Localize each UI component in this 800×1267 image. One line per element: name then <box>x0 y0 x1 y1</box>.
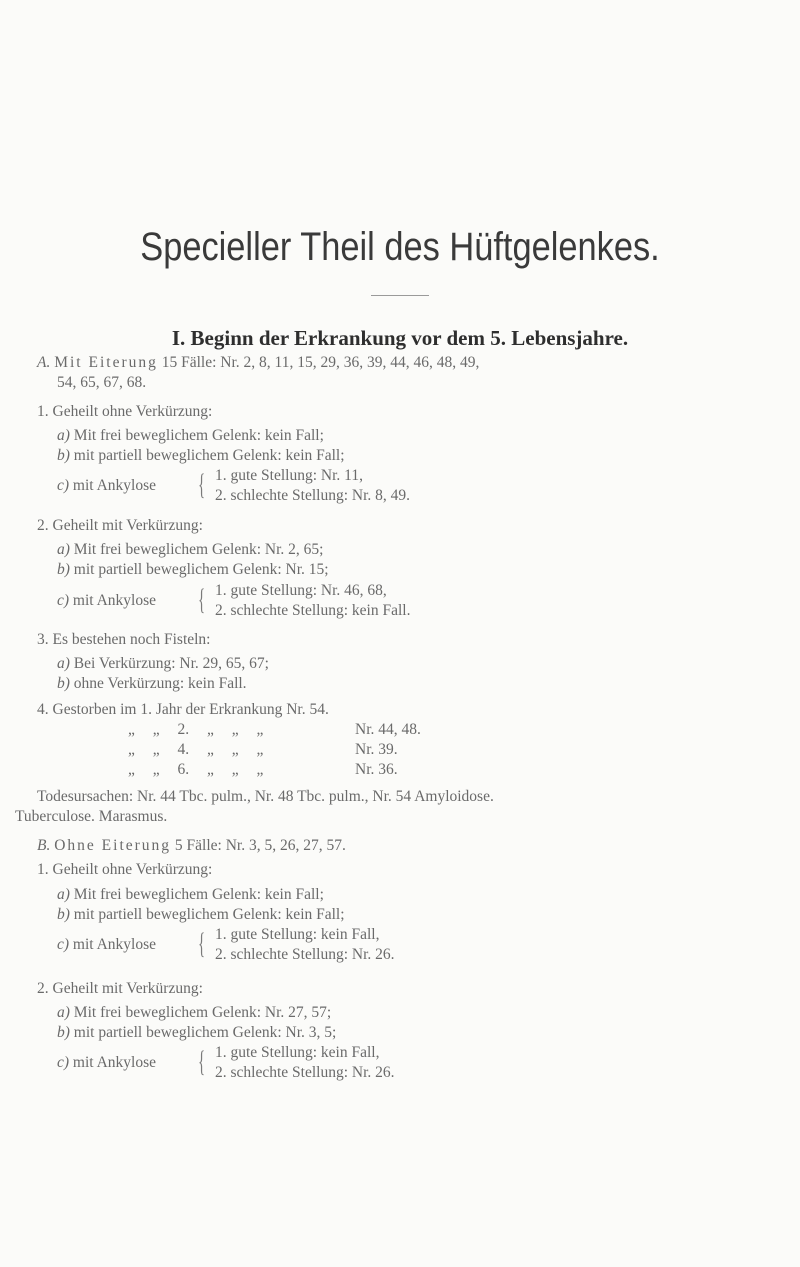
b-group2-c1: 1. gute Stellung: kein Fall, <box>215 1044 380 1061</box>
a-group2-c2: 2. schlechte Stellung: kein Fall. <box>215 602 411 619</box>
b-group2-c2: 2. schlechte Stellung: Nr. 26. <box>215 1064 395 1081</box>
a-group1-brace: { <box>198 470 206 502</box>
a-group3-item-a: a) Bei Verkürzung: Nr. 29, 65, 67; <box>57 655 269 672</box>
a-group4-nr-4: Nr. 39. <box>355 741 398 758</box>
a-group4-ditto-4: „ „ 4. „ „ „ <box>128 741 264 758</box>
a-group1-title: 1. Geheilt ohne Verkürzung: <box>37 403 213 420</box>
b-group2-brace: { <box>198 1047 206 1079</box>
a-group3-item-b: b) ohne Verkürzung: kein Fall. <box>57 675 247 692</box>
a-group2-c1: 1. gute Stellung: Nr. 46, 68, <box>215 582 387 599</box>
b-group1-item-a: a) Mit frei beweglichem Gelenk: kein Fall; <box>57 886 324 903</box>
section-b-intro <box>37 836 346 856</box>
a-death-causes-cont: Tuberculose. Marasmus. <box>15 808 168 825</box>
a-group1-item-a: a) Mit frei beweglichem Gelenk: kein Fall; <box>57 427 324 444</box>
b-group1-item-c: c) mit Ankylose <box>57 936 157 953</box>
chapter-heading: I. Beginn der Erkrankung vor dem 5. Lebensjahre. <box>171 326 629 350</box>
b-group2-item-b: b) mit partiell beweglichem Gelenk: Nr. 3, 5; <box>57 1024 337 1041</box>
section-a-letter: A. <box>37 354 51 371</box>
a-death-causes: Todesursachen: Nr. 44 Tbc. pulm., Nr. 48 Tbc. pulm., Nr. 54 Amyloidose. <box>37 788 494 805</box>
a-group2-title: 2. Geheilt mit Verkürzung: <box>37 517 203 534</box>
title-divider <box>371 295 429 296</box>
a-group4-ditto-2: „ „ 2. „ „ „ <box>128 721 264 738</box>
b-group2-title: 2. Geheilt mit Verkürzung: <box>37 980 203 997</box>
a-group2-item-b: b) mit partiell beweglichem Gelenk: Nr. 15; <box>57 561 329 578</box>
section-b-case-list: 5 Fälle: Nr. 3, 5, 26, 27, 57. <box>174 837 346 854</box>
b-group2-item-c: c) mit Ankylose <box>57 1054 157 1071</box>
a-group4-nr-6: Nr. 36. <box>355 761 398 778</box>
page-title: Specieller Theil des Hüftgelenkes. <box>140 225 660 269</box>
section-a-case-list: 15 Fälle: Nr. 2, 8, 11, 15, 29, 36, 39, 44, 46, 48, 49, <box>161 354 480 371</box>
b-group2-item-a: a) Mit frei beweglichem Gelenk: Nr. 27, 57; <box>57 1004 332 1021</box>
section-b-letter: B. <box>37 837 51 854</box>
b-group1-item-b: b) mit partiell beweglichem Gelenk: kein Fall; <box>57 906 345 923</box>
a-group4-title: 4. Gestorben im 1. Jahr der Erkrankung Nr. 54. <box>37 701 329 718</box>
section-a-intro <box>37 353 479 373</box>
b-group1-brace: { <box>198 929 206 961</box>
a-group2-item-c: c) mit Ankylose <box>57 592 157 609</box>
a-group4-nr-2: Nr. 44, 48. <box>355 721 421 738</box>
b-group1-title: 1. Geheilt ohne Verkürzung: <box>37 861 213 878</box>
b-group1-c1: 1. gute Stellung: kein Fall, <box>215 926 380 943</box>
section-a-case-list-cont: 54, 65, 67, 68. <box>57 374 147 391</box>
a-group1-c2: 2. schlechte Stellung: Nr. 8, 49. <box>215 487 411 504</box>
b-group1-c2: 2. schlechte Stellung: Nr. 26. <box>215 946 395 963</box>
a-group2-item-a: a) Mit frei beweglichem Gelenk: Nr. 2, 65; <box>57 541 324 558</box>
a-group1-item-b: b) mit partiell beweglichem Gelenk: kein Fall; <box>57 447 345 464</box>
a-group1-c1: 1. gute Stellung: Nr. 11, <box>215 467 363 484</box>
section-a-label: Mit Eiterung <box>54 354 158 371</box>
a-group4-ditto-6: „ „ 6. „ „ „ <box>128 761 264 778</box>
a-group2-brace: { <box>198 585 206 617</box>
section-b-label: Ohne Eiterung <box>54 837 172 854</box>
a-group3-title: 3. Es bestehen noch Fisteln: <box>37 631 211 648</box>
a-group1-item-c: c) mit Ankylose <box>57 477 157 494</box>
